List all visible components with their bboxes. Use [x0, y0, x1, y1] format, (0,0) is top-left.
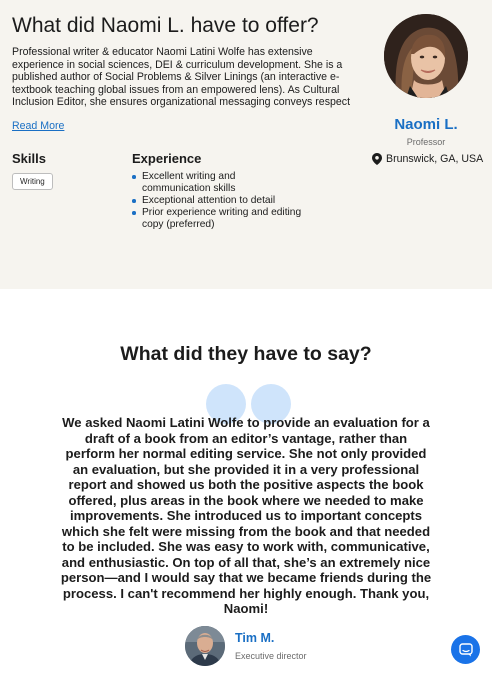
- skill-chip[interactable]: Writing: [12, 173, 53, 190]
- experience-item: Exceptional attention to detail: [132, 195, 302, 207]
- testimonial-heading: What did they have to say?: [120, 343, 372, 365]
- experience-item: Excellent writing and communication skills: [132, 171, 302, 195]
- profile-location: [372, 153, 483, 165]
- reviewer-avatar: [185, 626, 225, 666]
- profile-role: Professor: [406, 137, 446, 147]
- testimonial-quote: We asked Naomi Latini Wolfe to provide an evaluation for a draft of a book from an editor’s vantage, rather than perform her normal editing service. She not only provided an evaluation, but she provided it in a very professional report and showed us both the positive aspects the book offered, plus areas in the book where we needed to make improvements. She introduced us to important concepts which she felt were missing from the book and that needed to be included. She was easy to work with, communicative, and enthusiastic. On top of all that, she’s an extremely nice person—and I would say that we became friends during the process. I can't recommend her highly enough. Thank you, Naomi!: [60, 415, 432, 616]
- experience-item: Prior experience writing and editing copy (preferred): [132, 207, 302, 231]
- reviewer-name: Tim M.: [235, 631, 275, 645]
- chat-button[interactable]: [451, 635, 480, 664]
- experience-heading: Experience: [132, 151, 202, 166]
- profile-bio: Professional writer & educator Naomi Latini Wolfe has extensive experience in social sciences, DEI & curriculum development. She is a published author of Social Problems & Silver Linings (an interactive e-textbook teaching global issues from an empowered lens). As Cultural Inclusion Editor, she ensures organizational messaging conveys respect: [12, 46, 351, 109]
- read-more-link[interactable]: Read More: [12, 120, 65, 132]
- skills-heading: Skills: [12, 151, 46, 166]
- map-pin-icon: [372, 153, 382, 165]
- page-title: What did Naomi L. have to offer?: [12, 14, 319, 37]
- profile-avatar: [384, 14, 468, 98]
- location-text: Brunswick, GA, USA: [386, 153, 484, 165]
- profile-name: Naomi L.: [394, 116, 458, 133]
- reviewer-role: Executive director: [235, 651, 307, 661]
- experience-list: [132, 171, 302, 231]
- chat-bubble-icon: [459, 643, 473, 657]
